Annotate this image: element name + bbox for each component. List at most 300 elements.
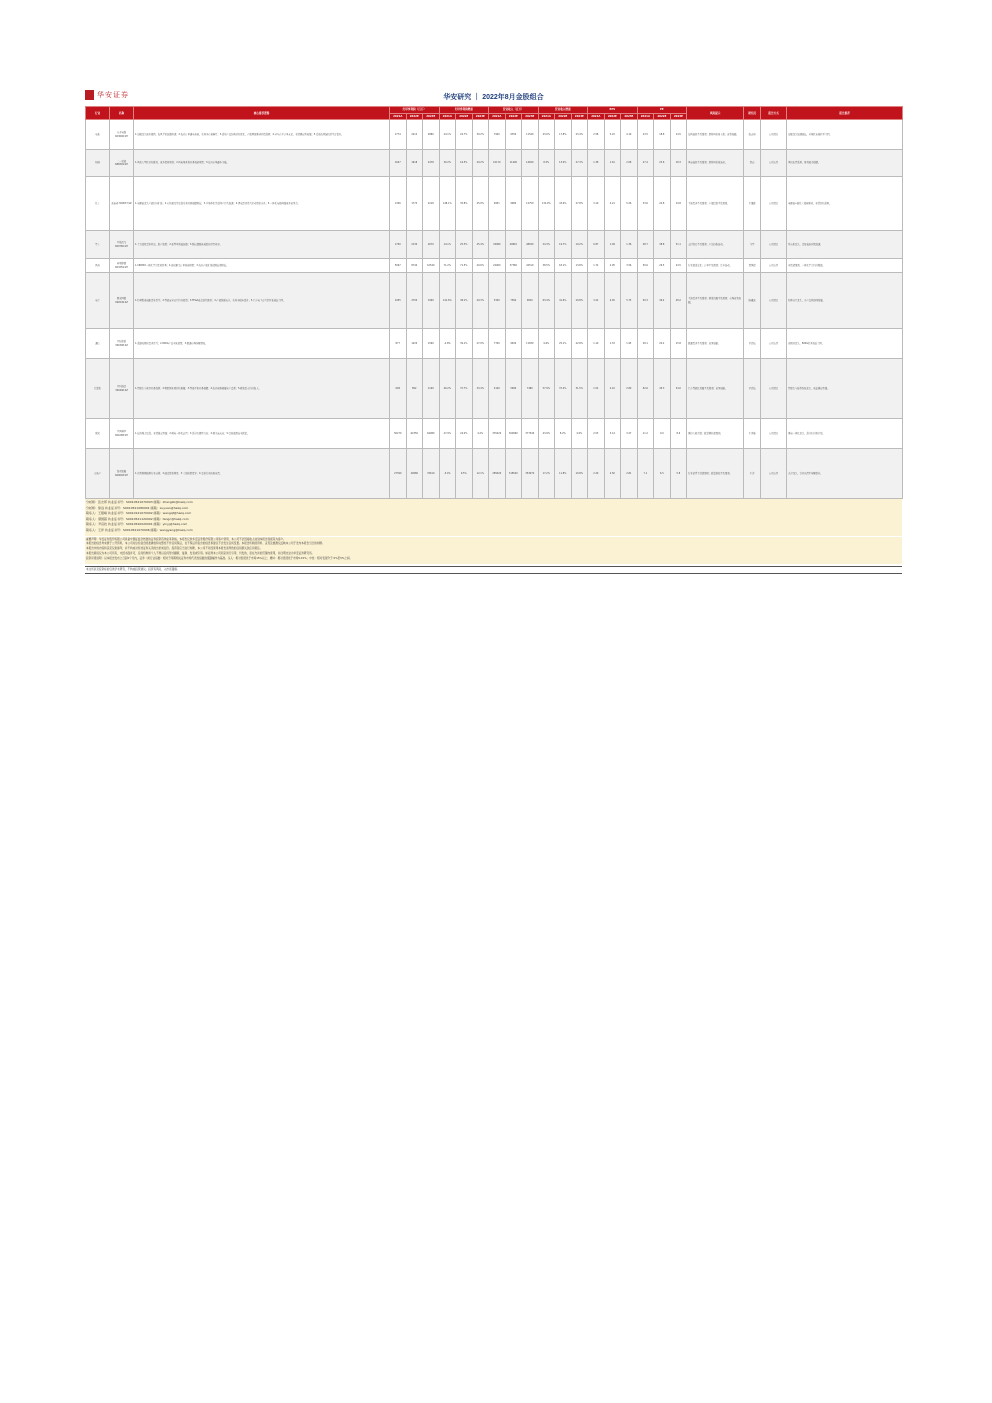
metric-cell: 24.5 bbox=[670, 259, 687, 273]
header-metric-group: EPS bbox=[588, 107, 638, 114]
metric-cell: 1955 bbox=[390, 273, 407, 329]
metric-cell: 48630 bbox=[522, 231, 539, 259]
metric-cell: 17.8% bbox=[555, 120, 572, 150]
report-sheet bbox=[85, 90, 902, 574]
metric-cell: 148.1% bbox=[439, 177, 456, 231]
metric-cell: 4140 bbox=[489, 359, 506, 419]
analyst-cell: 徐远 bbox=[744, 150, 761, 177]
metric-cell: 10170 bbox=[489, 150, 506, 177]
disclaimer-line: 本报告中的内容和意见仅供参考，并不构成对所述证券买卖的出价或征价。投资者应当自行判断，本公司不对因使用本报告而导致的任何损失负任何责任。 bbox=[86, 547, 263, 551]
metric-cell: 45.3 bbox=[654, 359, 671, 419]
report-type-cell: 公司点评 bbox=[761, 259, 787, 273]
report-type-cell: 公司点评 bbox=[761, 329, 787, 359]
metric-cell: 1647 bbox=[390, 150, 407, 177]
industry-cell: 化工 bbox=[86, 177, 110, 231]
report-type-cell: 公司深度 bbox=[761, 231, 787, 259]
analyst-contact-line: 分析师：张志邦 执业证书号：S0010521070003 邮箱：zhangzb@hazq.com bbox=[86, 500, 193, 504]
report-cell: 光模块龙头，800G打开成长空间。 bbox=[787, 329, 903, 359]
analyst-contact-line: 分析师：徐远 执业证书号：S0010521080001 邮箱：xuyuan@hazq.com bbox=[86, 505, 189, 510]
metric-cell: 19.2% bbox=[571, 231, 588, 259]
risk-cell: 下游需求不及预期；产能投放不及预期。 bbox=[687, 177, 744, 231]
metric-cell: 25.0% bbox=[472, 177, 489, 231]
metric-cell: 63.1% bbox=[555, 259, 572, 273]
header-year: 2023E bbox=[571, 113, 588, 120]
metric-cell: 892 bbox=[406, 359, 423, 419]
report-type-cell: 公司深度 bbox=[761, 273, 787, 329]
header-year: 2022E bbox=[555, 113, 572, 120]
metric-cell: 16.5% bbox=[456, 150, 473, 177]
metric-cell: 29.2% bbox=[472, 150, 489, 177]
metric-cell: 24.0% bbox=[456, 419, 473, 449]
logic-cell: 1.电解液龙头产能持续扩张；2.有机氟化学品高毛利业务稳健增长；3.半导体化学品国产替代加速；4.锂电需求景气带动量价齐升；5.一体化布局增强成本竞争力。 bbox=[134, 177, 390, 231]
metric-cell: 2130 bbox=[406, 231, 423, 259]
metric-cell: 27.4 bbox=[637, 150, 654, 177]
industry-cell: 医药 bbox=[86, 259, 110, 273]
metric-cell: 6951 bbox=[489, 177, 506, 231]
stock-name-cell: 中科创达 300496.SZ bbox=[110, 359, 134, 419]
report-type-cell: 公司深度 bbox=[761, 359, 787, 419]
header-year: 2021A bbox=[588, 113, 605, 120]
report-cell: 特种芯片龙头，多产品线协同发展。 bbox=[787, 273, 903, 329]
header-column: 风险提示 bbox=[687, 107, 744, 120]
header-metric-group: 营业收入增速 bbox=[538, 107, 588, 114]
analyst-cell: 王承瑜 bbox=[744, 419, 761, 449]
risk-cell: 海风装机不及预期；原材料价格上涨；竞争加剧。 bbox=[687, 120, 744, 150]
metric-cell: 1190 bbox=[423, 359, 440, 419]
header-year: 2021A bbox=[538, 113, 555, 120]
metric-cell: 37.4% bbox=[555, 359, 572, 419]
metric-cell: 23.5 bbox=[637, 120, 654, 150]
report-type-cell: 公司深度 bbox=[761, 120, 787, 150]
stock-portfolio-table bbox=[85, 106, 903, 499]
header-column: 报告推荐 bbox=[787, 107, 903, 120]
logic-cell: 1.主力战机需求旺盛，批产放量；2.新型号列装加速；3.股权激励落地提升经营效率。 bbox=[134, 231, 390, 259]
metric-cell: 2.80 bbox=[621, 359, 638, 419]
table-row bbox=[86, 419, 903, 449]
metric-cell: 3490 bbox=[423, 273, 440, 329]
metric-cell: 5097 bbox=[390, 259, 407, 273]
metric-cell: 19.8 bbox=[670, 177, 687, 231]
metric-cell: 19.7% bbox=[555, 231, 572, 259]
metric-cell: 39.1% bbox=[456, 329, 473, 359]
logic-cell: 1.风机大型化持续推进，成本优势明显；2.风电场开发业务贡献增量；3.海外市场逐步突破。 bbox=[134, 150, 390, 177]
metric-cell: 1.36 bbox=[621, 231, 638, 259]
metric-cell: 2880 bbox=[423, 120, 440, 150]
metric-cell: 4.45 bbox=[604, 273, 621, 329]
metric-cell: 1.53 bbox=[604, 329, 621, 359]
metric-cell: 29980 bbox=[406, 449, 423, 499]
analyst-cell: 马军 bbox=[744, 231, 761, 259]
metric-cell: 335220 bbox=[489, 419, 506, 449]
metric-cell: 34.0 bbox=[670, 359, 687, 419]
metric-cell: 7700 bbox=[489, 329, 506, 359]
metric-cell: 27.9% bbox=[439, 419, 456, 449]
metric-cell: 33.4% bbox=[472, 359, 489, 419]
metric-cell: 18.8 bbox=[654, 120, 671, 150]
metric-cell: 7.1 bbox=[637, 449, 654, 499]
metric-cell: 25.1% bbox=[555, 329, 572, 359]
table-row bbox=[86, 120, 903, 150]
metric-cell: 1774 bbox=[406, 177, 423, 231]
logic-cell: 1.长协煤占比高，业绩稳定性强；2.煤电一体化运营；3.高分红属性突出；4.现金流充沛；5.受益能源安全政策。 bbox=[134, 419, 390, 449]
metric-cell: 22900 bbox=[489, 259, 506, 273]
metric-cell: -5.4% bbox=[439, 449, 456, 499]
metric-cell: 18.3 bbox=[670, 150, 687, 177]
metric-cell: 4.19 bbox=[621, 120, 638, 150]
metric-cell: 2.58 bbox=[588, 120, 605, 150]
metric-cell: 71.2% bbox=[439, 259, 456, 273]
metric-cell: 11540 bbox=[522, 120, 539, 150]
metric-cell: 38.5% bbox=[538, 259, 555, 273]
industry-cell: 电新 bbox=[86, 120, 110, 150]
report-cell: 海缆龙头加速成长，全球化布局打开空间。 bbox=[787, 120, 903, 150]
metric-cell: 2.53 bbox=[588, 419, 605, 449]
analyst-cell: 张志邦 bbox=[744, 120, 761, 150]
risk-cell: 下游需求不及预期；研发进展不及预期；市场竞争加剧。 bbox=[687, 273, 744, 329]
logic-cell: 1.海缆龙头地位稳固，海风平价加速渗透；2.海外订单逐步落地，毛利率有望修复；3.高压产品结构持续优化，产能释放驱动业绩高增；4.全年在手订单充足，业绩确定性较强；5.受益海风装机景气度提升。 bbox=[134, 120, 390, 150]
stock-name-cell: 新宙邦 300037.SZ bbox=[110, 177, 134, 231]
stock-name-cell: 中国神华 601088.SH bbox=[110, 419, 134, 449]
metric-cell: 2212 bbox=[406, 120, 423, 150]
metric-cell: 1918 bbox=[406, 150, 423, 177]
header-year: 2021A bbox=[637, 113, 654, 120]
analyst-cell: 王洋 bbox=[744, 449, 761, 499]
metric-cell: 2.81 bbox=[621, 449, 638, 499]
metric-cell: 1774 bbox=[390, 120, 407, 150]
metric-cell: 50.3 bbox=[637, 273, 654, 329]
metric-cell: 318540 bbox=[505, 449, 522, 499]
report-type-cell: 公司点评 bbox=[761, 150, 787, 177]
metric-cell: 2670 bbox=[423, 231, 440, 259]
header-year: 2022E bbox=[654, 113, 671, 120]
metric-cell: 1.52 bbox=[588, 359, 605, 419]
metric-cell: 24.7% bbox=[456, 120, 473, 150]
metric-cell: 1.10 bbox=[588, 329, 605, 359]
metric-cell: 1.72 bbox=[588, 259, 605, 273]
header-year: 2021A bbox=[489, 113, 506, 120]
metric-cell: 30.2% bbox=[472, 120, 489, 150]
metric-cell: 1.61 bbox=[604, 150, 621, 177]
metric-cell: 5.75 bbox=[621, 273, 638, 329]
metric-cell: 4.21 bbox=[604, 177, 621, 231]
metric-cell: 27.3% bbox=[571, 150, 588, 177]
analyst-contact-line: 联系人：谭国超 执业证书号：S0010521120002 邮箱：tangc@hazq.com bbox=[86, 516, 189, 521]
metric-cell: 29.8% bbox=[571, 273, 588, 329]
metric-cell: 7480 bbox=[522, 359, 539, 419]
metric-cell: 14.5 bbox=[670, 120, 687, 150]
metric-cell: 1.09 bbox=[604, 231, 621, 259]
metric-cell: 3.56 bbox=[621, 259, 638, 273]
metric-cell: 36.4 bbox=[654, 273, 671, 329]
table-body bbox=[86, 120, 903, 499]
metric-cell: 24.3% bbox=[538, 231, 555, 259]
metric-cell: 7560 bbox=[505, 273, 522, 329]
stock-name-cell: 东方电缆 603606.SH bbox=[110, 120, 134, 150]
report-type-cell: 公司深度 bbox=[761, 177, 787, 231]
metric-cell: 27390 bbox=[390, 449, 407, 499]
logic-cell: 1.智能汽车软件业务高增；2.物联网业务持续拓展；3.智能手机业务稳健；4.海外收购拓展客户资源；5.研发投入持续加大。 bbox=[134, 359, 390, 419]
metric-cell: 13.0% bbox=[555, 150, 572, 177]
header-metric-group: 归母净利润（百万） bbox=[390, 107, 440, 114]
metric-cell: 4.2% bbox=[472, 419, 489, 449]
metric-cell: 3.22 bbox=[604, 120, 621, 150]
metric-cell: 11490 bbox=[505, 150, 522, 177]
risk-cell: 行业政策变化；订单不及预期；汇率波动。 bbox=[687, 259, 744, 273]
metric-cell: 1.95 bbox=[621, 329, 638, 359]
metric-cell: 9350 bbox=[505, 120, 522, 150]
metric-cell: 33610 bbox=[423, 449, 440, 499]
metric-cell: 50.6 bbox=[637, 259, 654, 273]
metric-cell: 29.3% bbox=[472, 273, 489, 329]
metric-cell: 3.27 bbox=[621, 419, 638, 449]
disclaimer-line: 本报告版权仅为本公司所有，未经书面许可，任何机构和个人不得以任何形式翻版、复制、发表或引用。如征得本公司同意进行引用、刊发的，需在允许的范围内使用，并注明出处为华安证券研究所。 bbox=[86, 552, 315, 556]
table-row bbox=[86, 259, 903, 273]
metric-cell: 43.0% bbox=[538, 120, 555, 150]
logic-cell: 1.高速光模块需求景气；2.800G产品率先放量；3.数通市场份额领先。 bbox=[134, 329, 390, 359]
metric-cell: 5.26 bbox=[621, 177, 638, 231]
stock-name-cell: 保利发展 600048.SH bbox=[110, 449, 134, 499]
table-row bbox=[86, 449, 903, 499]
risk-cell: 数通需求不及预期；竞争加剧。 bbox=[687, 329, 744, 359]
metric-cell: 33.6 bbox=[637, 177, 654, 231]
report-cell: 煤电一体化龙头，高分红价值凸显。 bbox=[787, 419, 903, 449]
header-column: 研究员 bbox=[744, 107, 761, 120]
metric-cell: 31.5% bbox=[571, 359, 588, 419]
metric-cell: 15.8 bbox=[670, 329, 687, 359]
header-year: 2023E bbox=[472, 113, 489, 120]
report-cell: 电解液+氟化工双轮驱动，业绩持续高增。 bbox=[787, 177, 903, 231]
risk-cell: 行业销售下滑超预期；政策放松不及预期。 bbox=[687, 449, 744, 499]
header-year: 2023E bbox=[522, 113, 539, 120]
industry-cell: 通信 bbox=[86, 329, 110, 359]
stock-name-cell: 紫光国微 002049.SZ bbox=[110, 273, 134, 329]
metric-cell: 27.8% bbox=[571, 177, 588, 231]
metric-cell: 1700 bbox=[390, 231, 407, 259]
metric-cell: 1306 bbox=[390, 177, 407, 231]
header-industry: 行业 bbox=[86, 107, 110, 120]
metric-cell: 1.38 bbox=[588, 150, 605, 177]
industry-cell: 煤炭 bbox=[86, 419, 110, 449]
table-row bbox=[86, 273, 903, 329]
metric-cell: 2.10 bbox=[604, 359, 621, 419]
metric-cell: 25.3% bbox=[456, 231, 473, 259]
disclaimer-line: 投资评级说明：以本报告发布之日起6个月内，证券（或行业指数）相对于同期相关证券市场代表性指数的涨跌幅作为基准。买入：相对表现优于市场15%以上；增持：相对表现优于市场5-15%；中性：相对表现介于-5%至5%之间。 bbox=[86, 557, 353, 561]
metric-cell: 5690 bbox=[505, 359, 522, 419]
metric-cell: 37360 bbox=[505, 259, 522, 273]
metric-cell: 9.0 bbox=[654, 419, 671, 449]
metric-cell: 71.5% bbox=[456, 259, 473, 273]
metric-cell: 141.6% bbox=[439, 273, 456, 329]
metric-cell: 25.4% bbox=[472, 231, 489, 259]
risk-cell: 交付进度不及预期；产品价格波动。 bbox=[687, 231, 744, 259]
metric-cell: -2.8% bbox=[439, 329, 456, 359]
metric-cell: 34080 bbox=[489, 231, 506, 259]
metric-cell: 31.1 bbox=[670, 231, 687, 259]
industry-cell: 计算机 bbox=[86, 359, 110, 419]
disclaimer-line: 本报告的信息均来源于公开资料，本公司对这些信息的准确性和完整性不作任何保证，也不保证所包含的信息和建议不会发生任何变更。本报告所载的资料、意见及推测仅反映本公司于发布本报告当日的判断。 bbox=[86, 542, 325, 546]
metric-cell: 5340 bbox=[489, 273, 506, 329]
header-year: 2022E bbox=[505, 113, 522, 120]
report-type-cell: 公司深度 bbox=[761, 419, 787, 449]
header-year: 2023E bbox=[670, 113, 687, 120]
logic-cell: 1.销售规模稳居行业前列；2.融资优势明显；3.土储质量优异；4.受益行业格局出清。 bbox=[134, 449, 390, 499]
disclaimer-section bbox=[85, 537, 902, 565]
metric-cell: 2.95 bbox=[604, 259, 621, 273]
analyst-cell: 尹沿技 bbox=[744, 359, 761, 419]
metric-cell: 23.4% bbox=[571, 120, 588, 150]
metric-cell: 2.08 bbox=[621, 150, 638, 177]
report-type-cell: 公司点评 bbox=[761, 449, 787, 499]
metric-cell: 37.7% bbox=[456, 359, 473, 419]
industry-cell: 房地产 bbox=[86, 449, 110, 499]
header-metric-group: PE bbox=[637, 107, 687, 114]
analyst-cell: 尹沿技 bbox=[744, 329, 761, 359]
metric-cell: 23.6 bbox=[654, 150, 671, 177]
metric-cell: 20.2 bbox=[654, 329, 671, 359]
metric-cell: 30.2% bbox=[439, 150, 456, 177]
metric-cell: 62350 bbox=[406, 419, 423, 449]
stock-name-cell: 中际旭创 300308.SZ bbox=[110, 329, 134, 359]
metric-cell: 46.2% bbox=[439, 359, 456, 419]
metric-cell: 28.1 bbox=[637, 329, 654, 359]
metric-cell: 48.7 bbox=[637, 231, 654, 259]
header-year: 2023E bbox=[621, 113, 638, 120]
metric-cell: 22.8% bbox=[571, 329, 588, 359]
metric-cell: 10540 bbox=[423, 259, 440, 273]
table-row bbox=[86, 329, 903, 359]
logo-text: 华安证券 bbox=[97, 91, 129, 99]
report-cell: 智能汽车操作系统龙头，成长确定性强。 bbox=[787, 359, 903, 419]
metric-cell: 12.1% bbox=[472, 449, 489, 499]
metric-cell: 353070 bbox=[522, 449, 539, 499]
metric-cell: 9.5% bbox=[456, 449, 473, 499]
table-row bbox=[86, 359, 903, 419]
metric-cell: 13.8% bbox=[571, 259, 588, 273]
header-year: 2021A bbox=[390, 113, 407, 120]
risk-cell: 风电装机不及预期；原材料价格波动。 bbox=[687, 150, 744, 177]
metric-cell: 17.2% bbox=[538, 449, 555, 499]
metric-cell: 9980 bbox=[505, 177, 522, 231]
industry-cell: 电子 bbox=[86, 273, 110, 329]
page-title: 华安研究 ｜ 2022年8月金股组合 bbox=[443, 94, 544, 101]
metric-cell: 40810 bbox=[505, 231, 522, 259]
industry-cell: 机械 bbox=[86, 150, 110, 177]
analyst-contact-line: 联系人：尹沿技 执业证书号：S0010520020001 邮箱：yinyj@hazq.com bbox=[86, 522, 188, 527]
metric-cell: 362860 bbox=[505, 419, 522, 449]
metric-cell: 1560 bbox=[423, 329, 440, 359]
analyst-cell: 谭国超 bbox=[744, 259, 761, 273]
header-year: 2023E bbox=[423, 113, 440, 120]
metric-cell: 377540 bbox=[522, 419, 539, 449]
header-name: 名称 bbox=[110, 107, 134, 120]
table-row bbox=[86, 150, 903, 177]
metric-cell: 41.6% bbox=[555, 273, 572, 329]
header-year: 2022E bbox=[604, 113, 621, 120]
metric-cell: 2700 bbox=[406, 273, 423, 329]
header-year: 2022E bbox=[456, 113, 473, 120]
metric-cell: 9630 bbox=[505, 329, 522, 359]
metric-cell: 3.22 bbox=[588, 273, 605, 329]
metric-cell: 62.6 bbox=[637, 359, 654, 419]
metric-cell: 28.2 bbox=[670, 273, 687, 329]
analyst-contacts bbox=[85, 499, 902, 536]
header-logic: 核心推荐逻辑 bbox=[134, 107, 390, 120]
metric-cell: 0.87 bbox=[588, 231, 605, 259]
stock-name-cell: 三一重能 688349.SH bbox=[110, 150, 134, 177]
stock-name-cell: 药明康德 603259.SH bbox=[110, 259, 134, 273]
metric-cell: 57.9% bbox=[538, 359, 555, 419]
table-row bbox=[86, 231, 903, 259]
metric-cell: 24.1% bbox=[439, 120, 456, 150]
report-header bbox=[85, 90, 902, 106]
metric-cell: 24.8 bbox=[654, 177, 671, 231]
stock-name-cell: 中航沈飞 600760.SH bbox=[110, 231, 134, 259]
metric-cell: 63.4% bbox=[538, 273, 555, 329]
report-cell: 业绩超预期，一体化平台持续赋能。 bbox=[787, 259, 903, 273]
metric-cell: 2478 bbox=[423, 150, 440, 177]
metric-cell: 20.6% bbox=[472, 259, 489, 273]
metric-cell: 38.8 bbox=[654, 231, 671, 259]
analyst-cell: 王强峰 bbox=[744, 177, 761, 231]
metric-cell: 1220 bbox=[406, 329, 423, 359]
risk-cell: 汽车智能化进展不及预期；竞争加剧。 bbox=[687, 359, 744, 419]
metric-cell: 8.5% bbox=[538, 150, 555, 177]
metric-cell: 2218 bbox=[423, 177, 440, 231]
metric-cell: 9810 bbox=[522, 273, 539, 329]
metric-cell: 6.5 bbox=[654, 449, 671, 499]
metric-cell: 877 bbox=[390, 329, 407, 359]
metric-cell: 5.8 bbox=[670, 449, 687, 499]
investment-notice: 本文所涉及投资标的仅供学术研究，不构成投资建议。投资有风险，入市需谨慎。 bbox=[85, 566, 902, 574]
risk-cell: 煤价大幅下跌；政策调控超预期。 bbox=[687, 419, 744, 449]
metric-cell: 42510 bbox=[522, 259, 539, 273]
metric-cell: 8.2% bbox=[555, 419, 572, 449]
logic-cell: 1.CRDMO一体化平台优势显著；2.新冠相关订单贡献增量；3.海外产能扩张保障长期增长。 bbox=[134, 259, 390, 273]
report-cell: 歼击机龙头，受益装备升级加速。 bbox=[787, 231, 903, 259]
metric-cell: 285020 bbox=[489, 449, 506, 499]
metric-cell: 43.6% bbox=[555, 177, 572, 231]
metric-cell: 3.14 bbox=[604, 419, 621, 449]
report-cell: 央企龙头，行业出清中份额提升。 bbox=[787, 449, 903, 499]
header-metric-group: 归母净利润增速 bbox=[439, 107, 489, 114]
logic-cell: 1.特种集成电路需求景气；2.智能安全芯片持续放量；3.FPGA新品迭代推进；4.产能保障充分，毛利率稳步提升；5.汽车电子芯片打开新成长空间。 bbox=[134, 273, 390, 329]
metric-cell: 8740 bbox=[406, 259, 423, 273]
metric-cell: 2.50 bbox=[604, 449, 621, 499]
analyst-contact-line: 联系人：王强峰 执业证书号：S0010121070002 邮箱：wangqf@hazq.com bbox=[86, 511, 192, 516]
metric-cell: 64980 bbox=[423, 419, 440, 449]
metric-cell: 10.8% bbox=[571, 449, 588, 499]
metric-cell: 50270 bbox=[390, 419, 407, 449]
metric-cell: 12750 bbox=[522, 177, 539, 231]
header-year: 2021A bbox=[439, 113, 456, 120]
metric-cell: 43.9% bbox=[538, 419, 555, 449]
metric-cell: 14.1% bbox=[439, 231, 456, 259]
analyst-cell: 陈耀波 bbox=[744, 273, 761, 329]
metric-cell: 3.10 bbox=[588, 177, 605, 231]
table-row bbox=[86, 177, 903, 231]
header-column: 报告方式 bbox=[761, 107, 787, 120]
metric-cell: 14620 bbox=[522, 150, 539, 177]
metric-cell: 35.8% bbox=[456, 177, 473, 231]
metric-cell: 2.29 bbox=[588, 449, 605, 499]
metric-cell: 648 bbox=[390, 359, 407, 419]
metric-cell: 38.1% bbox=[456, 273, 473, 329]
disclaimer-line: 重要声明：华安证券股份有限公司具备中国证监会核准的证券投资咨询业务资格。本报告仅供华安证券股份有限公司客户使用，本公司不会因接收人收到本报告而视其为客户。 bbox=[86, 537, 286, 541]
header-metric-group: 营业收入（百万） bbox=[489, 107, 539, 114]
metric-cell: 9.6% bbox=[538, 329, 555, 359]
metric-cell: 11.2 bbox=[637, 419, 654, 449]
metric-cell: 7940 bbox=[489, 120, 506, 150]
